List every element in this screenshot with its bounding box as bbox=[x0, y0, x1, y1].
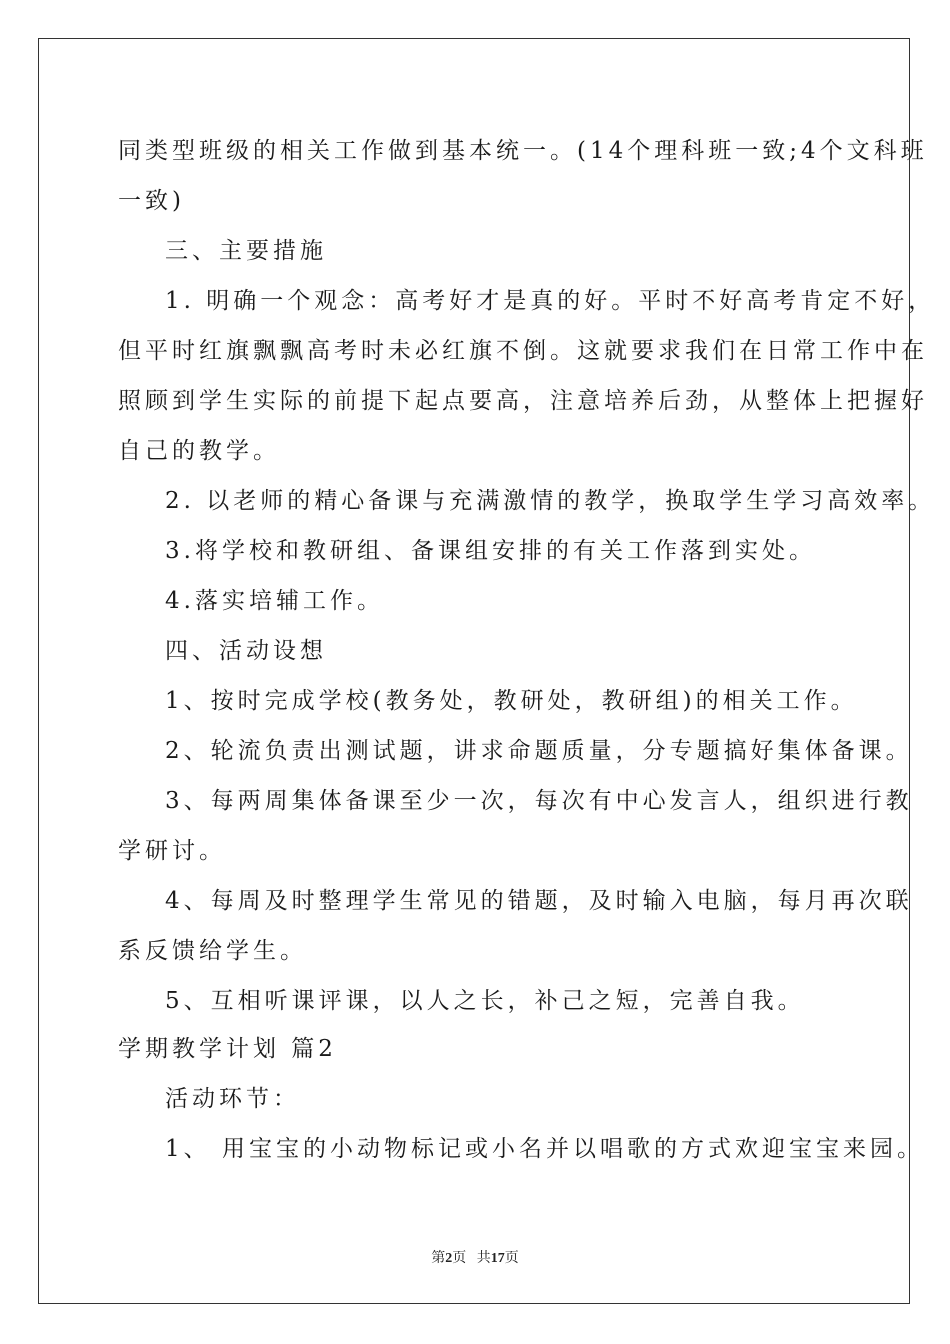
body-line: 2. 以老师的精心备课与充满激情的教学，换取学生学习高效率。 bbox=[165, 488, 936, 514]
body-line: 系反馈给学生。 bbox=[118, 938, 307, 964]
body-line: 但平时红旗飘飘高考时未必红旗不倒。这就要求我们在日常工作中在 bbox=[118, 338, 928, 364]
page-suffix: 页 bbox=[452, 1251, 467, 1266]
body-line: 2、轮流负责出测试题，讲求命题质量，分专题搞好集体备课。 bbox=[165, 738, 913, 764]
total-prefix: 共 bbox=[476, 1251, 491, 1266]
page-footer bbox=[0, 1247, 950, 1267]
section-heading: 四、活动设想 bbox=[165, 638, 327, 664]
body-line: 自己的教学。 bbox=[118, 438, 280, 464]
body-line: 一致) bbox=[118, 188, 185, 214]
page-current: 2 bbox=[445, 1251, 453, 1266]
page-total: 17 bbox=[490, 1251, 505, 1266]
page-prefix: 第 bbox=[431, 1251, 446, 1266]
article-title: 学期教学计划 篇2 bbox=[118, 1036, 337, 1062]
body-line: 同类型班级的相关工作做到基本统一。(14个理科班一致;4个文科班 bbox=[118, 138, 928, 164]
body-line: 活动环节： bbox=[165, 1086, 300, 1112]
body-line: 3、每两周集体备课至少一次，每次有中心发言人，组织进行教 bbox=[165, 788, 913, 814]
body-line: 1. 明确一个观念：高考好才是真的好。平时不好高考肯定不好， bbox=[165, 288, 936, 314]
body-line: 4、每周及时整理学生常见的错题，及时输入电脑，每月再次联 bbox=[165, 888, 913, 914]
body-line: 学研讨。 bbox=[118, 838, 226, 864]
body-line: 4.落实培辅工作。 bbox=[165, 588, 384, 614]
section-heading: 三、主要措施 bbox=[165, 238, 327, 264]
body-line: 1、按时完成学校(教务处，教研处，教研组)的相关工作。 bbox=[165, 688, 858, 714]
body-line: 5、互相听课评课，以人之长，补己之短，完善自我。 bbox=[165, 988, 805, 1014]
page-border bbox=[38, 38, 910, 1304]
body-line: 1、 用宝宝的小动物标记或小名并以唱歌的方式欢迎宝宝来园。 bbox=[165, 1136, 924, 1162]
body-line: 3.将学校和教研组、备课组安排的有关工作落到实处。 bbox=[165, 538, 816, 564]
total-suffix: 页 bbox=[504, 1251, 519, 1266]
body-line: 照顾到学生实际的前提下起点要高，注意培养后劲，从整体上把握好 bbox=[118, 388, 928, 414]
